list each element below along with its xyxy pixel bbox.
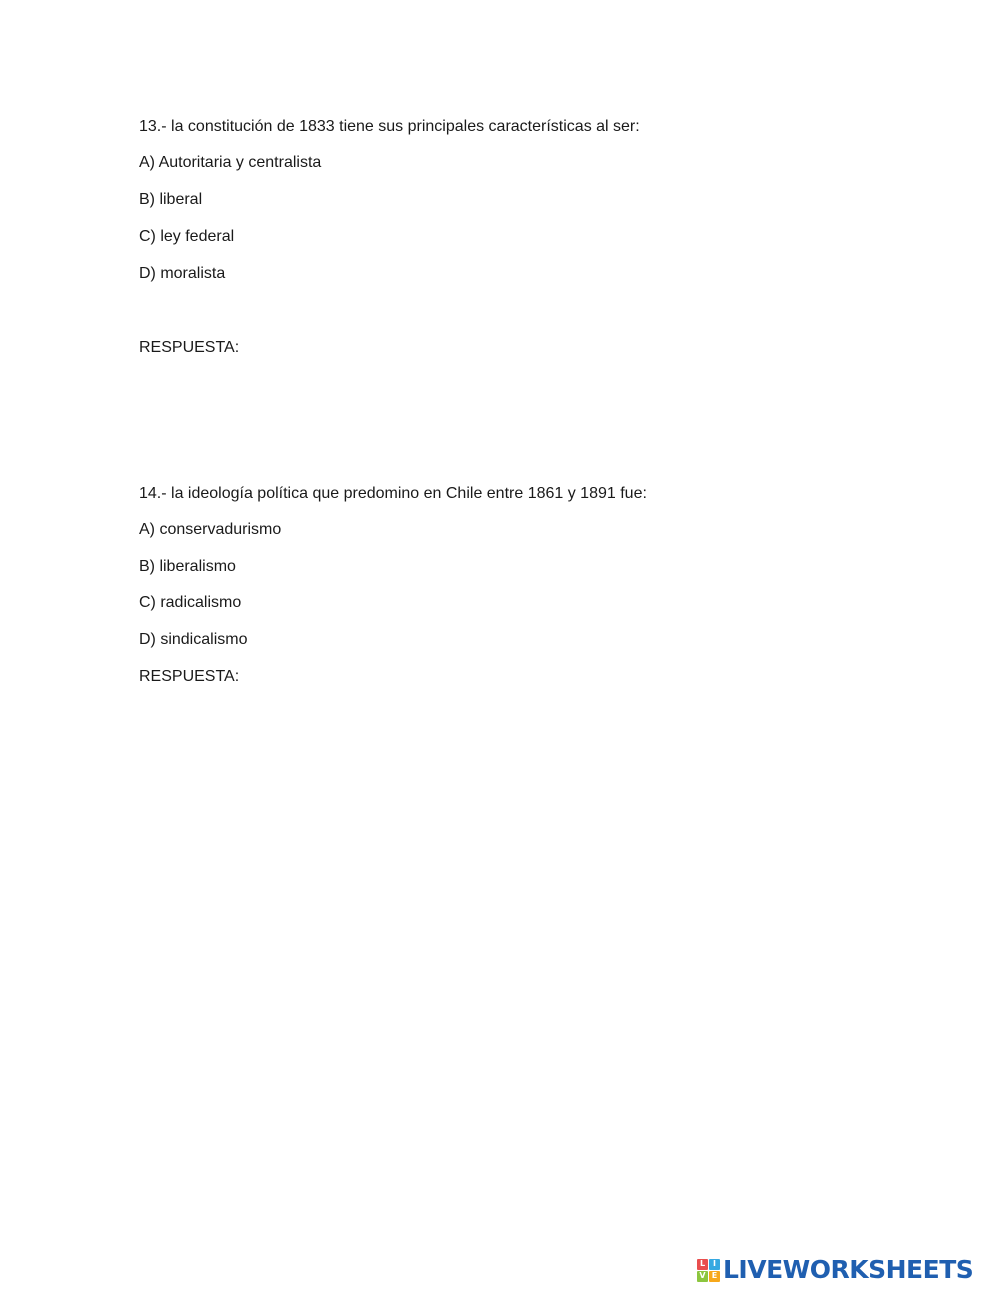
question-13-prompt: 13.- la constitución de 1833 tiene sus principales características al ser:	[139, 118, 640, 135]
logo-letter-v: V	[697, 1271, 708, 1282]
question-13-answer-label: RESPUESTA:	[139, 339, 240, 356]
logo-live-icon	[697, 1259, 720, 1282]
question-13-option-b: B) liberal	[139, 191, 203, 208]
logo-letter-i: I	[709, 1259, 720, 1270]
question-14-answer-label: RESPUESTA:	[139, 668, 240, 685]
logo-letter-l: L	[697, 1259, 708, 1270]
question-13-option-a: A) Autoritaria y centralista	[139, 154, 322, 171]
logo-wordmark: LIVEWORKSHEETS	[723, 1255, 974, 1284]
question-13-option-c: C) ley federal	[139, 228, 235, 245]
logo-letter-e: E	[709, 1271, 720, 1282]
question-14-option-b: B) liberalismo	[139, 558, 236, 575]
question-14-option-d: D) sindicalismo	[139, 631, 248, 648]
liveworksheets-logo	[697, 1256, 973, 1284]
question-14-prompt: 14.- la ideología política que predomino en Chile entre 1861 y 1891 fue:	[139, 485, 647, 502]
question-14-option-a: A) conservadurismo	[139, 521, 282, 538]
question-14-option-c: C) radicalismo	[139, 594, 242, 611]
question-13-option-d: D) moralista	[139, 265, 226, 282]
